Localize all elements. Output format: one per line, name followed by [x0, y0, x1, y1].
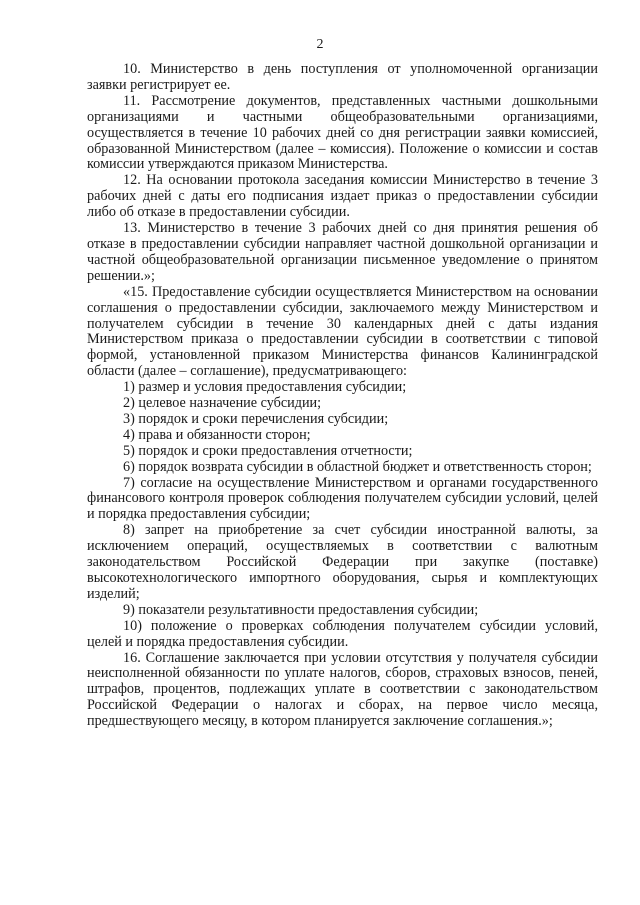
paragraph-13: 13. Министерство в течение 3 рабочих дней со дня принятия решения об отказе в предоставлении субсидии направляет частной дошкольной организации и частной общеобразовательной организации письменное уведомление о принятом решении.»;: [87, 220, 598, 284]
list-item-5: 5) порядок и сроки предоставления отчетности;: [123, 442, 413, 459]
list-item-2: 2) целевое назначение субсидии;: [123, 395, 322, 412]
list-item-9: 9) показатели результативности предоставления субсидии;: [123, 601, 479, 618]
list-item-7: 7) согласие на осуществление Министерством и органами государственного финансового контроля проверок соблюдения получателем субсидии условий, целей и порядка предоставления субсидии;: [87, 474, 598, 523]
list-item-1: 1) размер и условия предоставления субсидии;: [123, 379, 407, 396]
paragraph-16: 16. Соглашение заключается при условии отсутствия у получателя субсидии неисполненной обязанности по уплате налогов, сборов, страховых взносов, пеней, штрафов, процентов, подлежащих уплате в соответствии с законодательством Российской Федерации о налогах и сборах, на первое число месяца, предшествующего месяцу, в котором планируется заключение соглашения.»;: [87, 649, 598, 730]
list-item-10: 10) положение о проверках соблюдения получателем субсидии условий, целей и порядка предоставления субсидии.: [87, 617, 598, 650]
page-number: 2: [316, 37, 324, 52]
paragraph-11: 11. Рассмотрение документов, представленных частными дошкольными организациями и частными общеобразовательными организациями, осуществляется в течение 10 рабочих дней со дня регистрации заявки комиссией, образованной Министерством (далее – комиссия). Положение о комиссии и состав комиссии утверждаются приказом Министерства.: [87, 92, 598, 173]
list-item-8: 8) запрет на приобретение за счет субсидии иностранной валюты, за исключением операций, осуществляемых в соответствии с валютным законодательством Российской Федерации при закупке (поставке) высокотехнологического импортного оборудования, сырья и комплектующих изделий;: [87, 522, 598, 602]
list-item-4: 4) права и обязанности сторон;: [123, 426, 311, 443]
document-body: [87, 62, 598, 730]
list-item-3: 3) порядок и сроки перечисления субсидии;: [123, 410, 389, 427]
paragraph-15: «15. Предоставление субсидии осуществляется Министерством на основании соглашения о предоставлении субсидии, заключаемого между Министерством и получателем субсидии в течение 30 календарных дней с даты издания Министерством приказа о предоставлении субсидии в соответствии с типовой формой, установленной приказом Министерства финансов Калининградской области (далее – соглашение), предусматривающего:: [87, 283, 598, 380]
paragraph-10: 10. Министерство в день поступления от уполномоченной организации заявки регистрирует ее.: [87, 61, 598, 93]
list-item-6: 6) порядок возврата субсидии в областной бюджет и ответственность сторон;: [123, 458, 592, 475]
paragraph-12: 12. На основании протокола заседания комиссии Министерство в течение 3 рабочих дней с даты его подписания издает приказ о предоставлении субсидии либо об отказе в предоставлении субсидии.: [87, 172, 598, 221]
